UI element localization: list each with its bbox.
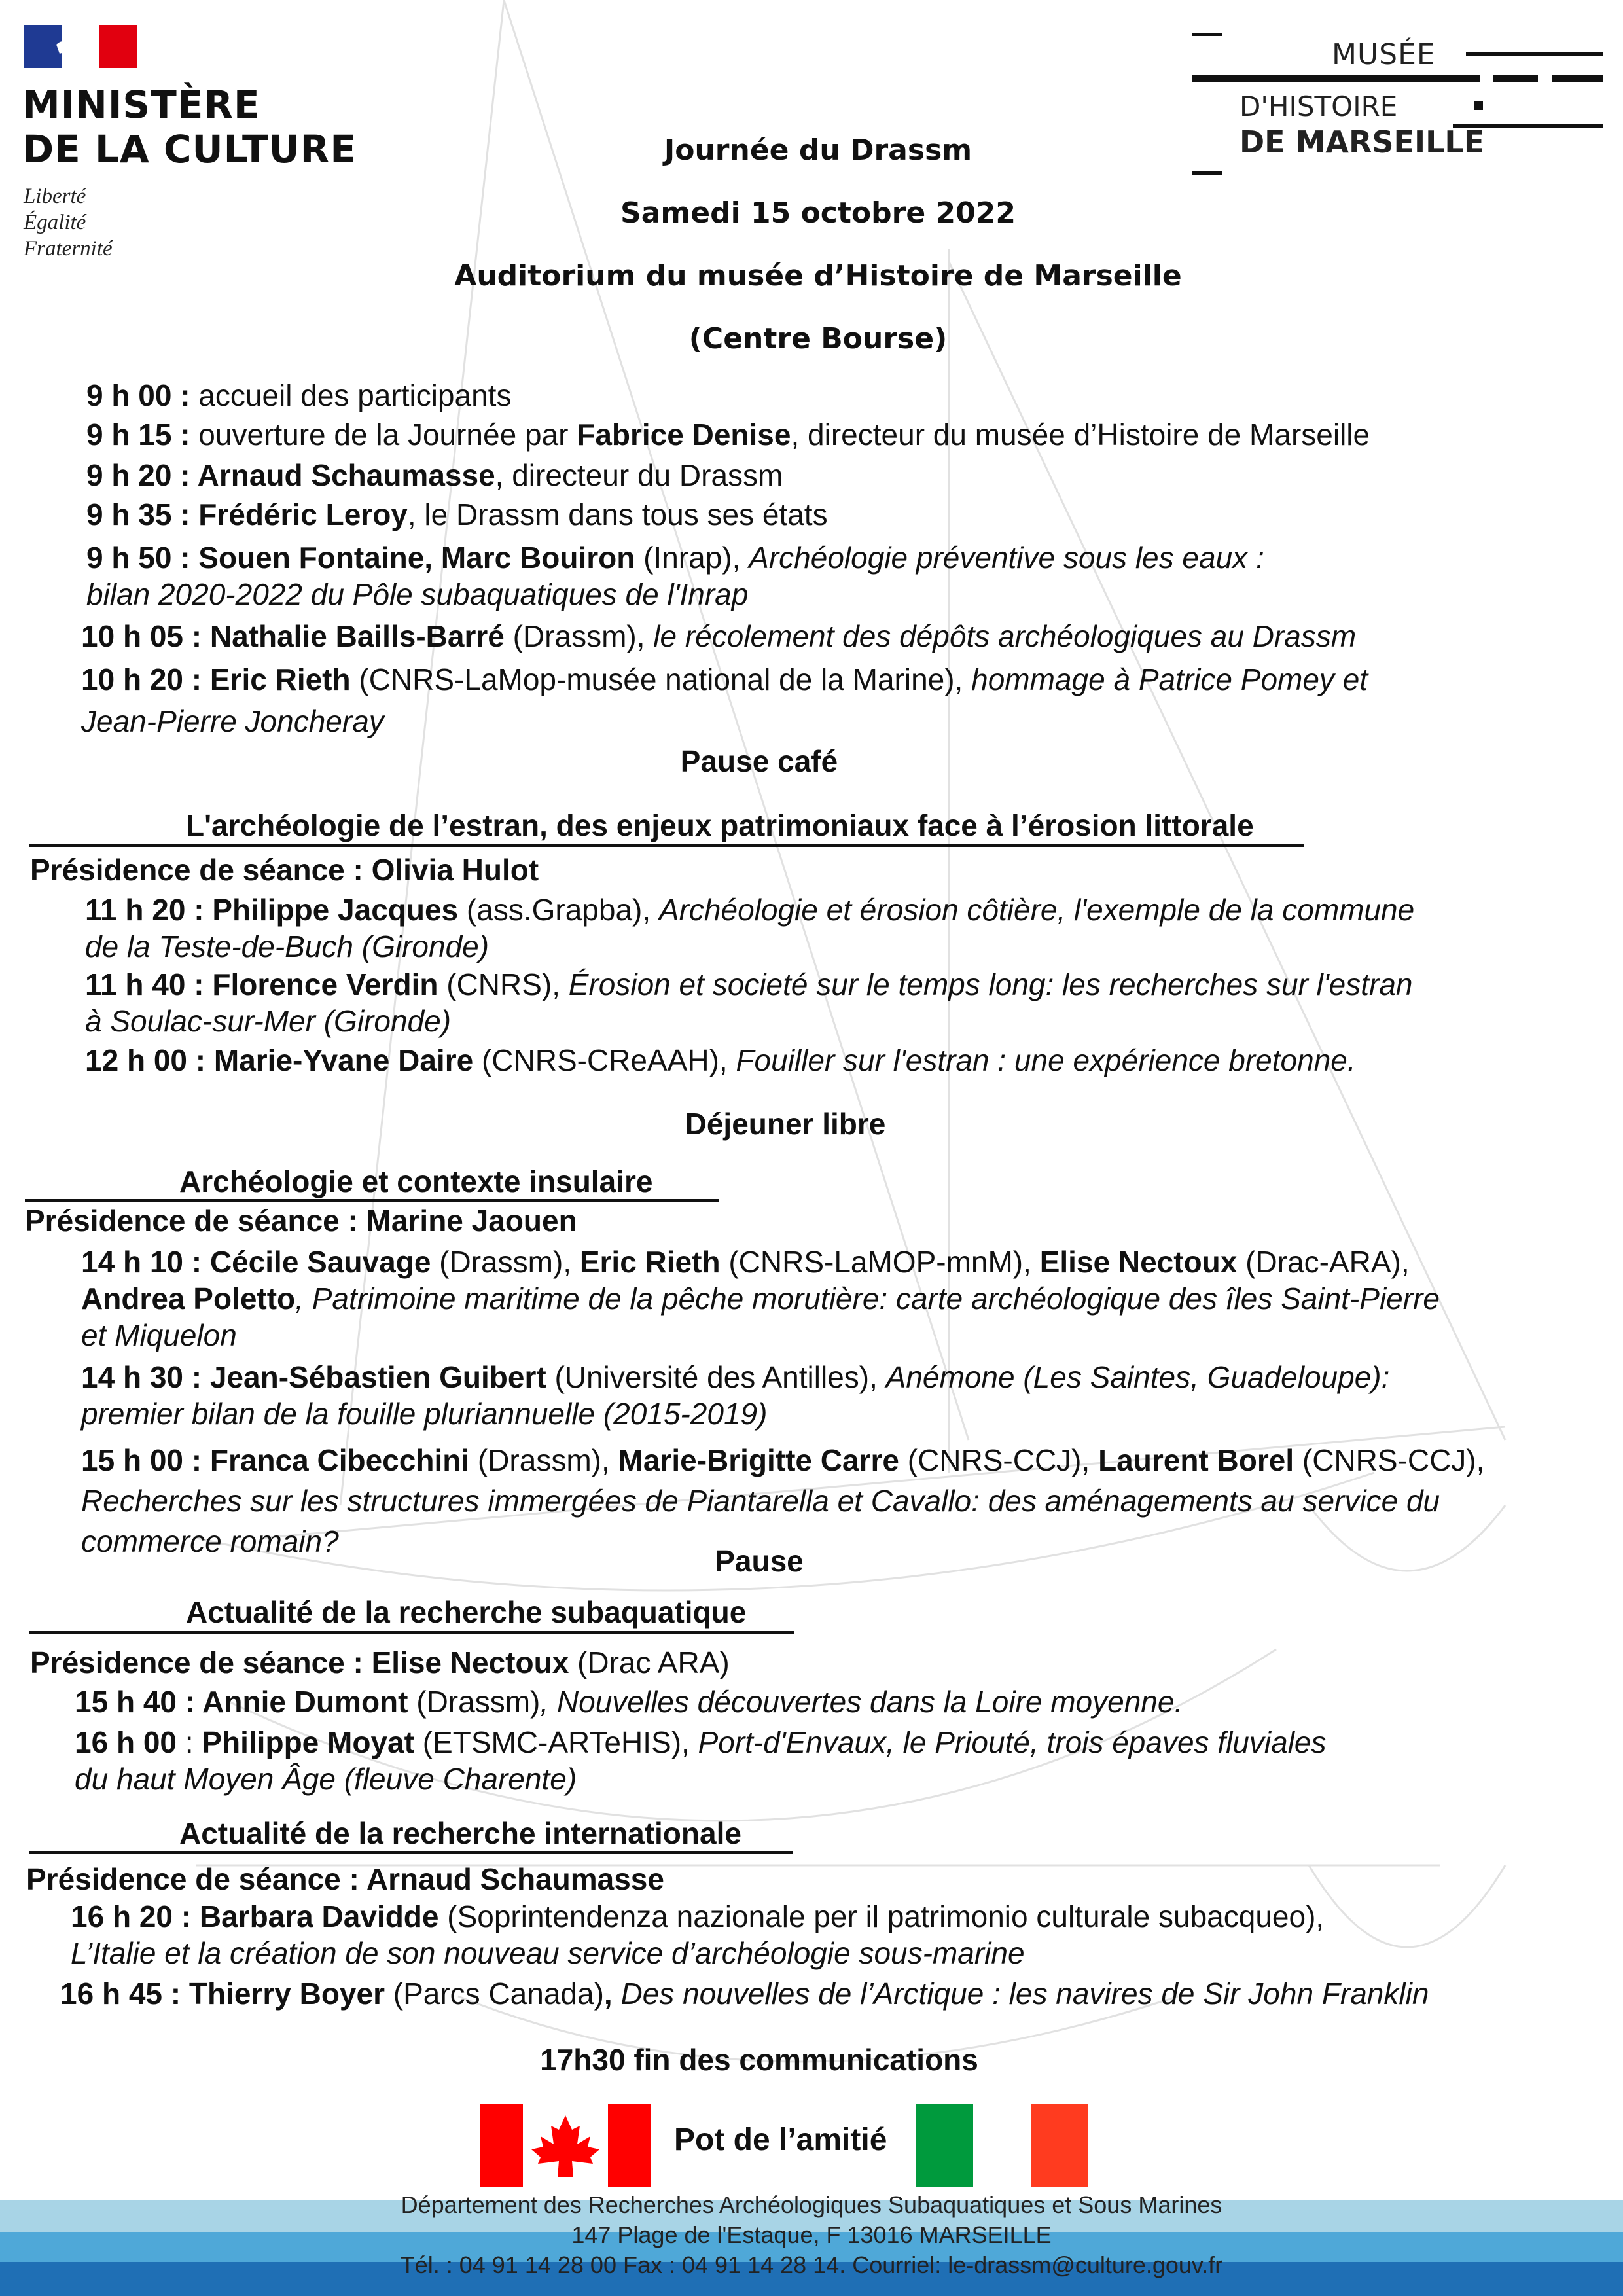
separator: , [603,1977,621,2011]
talk-title: L’Italie et la création de son nouveau service d’archéologie sous-marine [71,1936,1025,1970]
end-of-communications: 17h30 fin des communications [540,2043,978,2077]
speaker: Frédéric Leroy [198,497,408,531]
affiliation: (CNRS), [438,967,569,1001]
speaker: Fabrice Denise [577,418,791,452]
talk-title: Port-d'Envaux, le Priouté, trois épaves fluviales [698,1725,1327,1759]
program-item-0950 [86,539,1264,613]
ministry-line-2: DE LA CULTURE [22,127,357,171]
description: accueil des participants [198,378,512,412]
speaker: Arnaud Schaumasse [197,458,495,492]
talk-title-cont: bilan 2020-2022 du Pôle subaquatiques de l'Inrap [86,577,749,611]
talk-title: Anémone (Les Saintes, Guadeloupe): [885,1360,1390,1394]
time: 14 h 30 : [81,1360,210,1394]
program-item-1645 [60,1975,1429,2012]
talk-title: hommage à Patrice Pomey et [971,662,1368,696]
section-divider [29,1631,794,1634]
talk-title: Archéologie et érosion côtière, l'exemple de la commune [658,893,1415,927]
time: 10 h 05 : [81,619,210,653]
affiliation: (CNRS-CCJ), [1294,1443,1485,1477]
speaker: Jean-Sébastien Guibert [209,1360,546,1394]
section-estran-title: L'archéologie de l’estran, des enjeux patrimoniaux face à l’érosion littorale [186,808,1254,842]
event-title: Journée du Drassm [664,134,972,167]
program-item-0915 [86,416,1370,453]
time: 16 h 20 : [71,1899,200,1933]
canada-flag-icon [480,2104,651,2187]
pot-amitie: Pot de l’amitié [674,2123,887,2157]
marianne-flag-icon [24,25,137,68]
affiliation: (CNRS-CReAAH), [473,1043,736,1077]
program-item-0920 [86,457,783,493]
affiliation: (Soprintendenza nazionale per il patrimonio culturale subacqueo), [438,1899,1325,1933]
time: 9 h 15 : [86,418,199,452]
time: 10 h 20 : [81,662,210,696]
separator: : [177,1725,202,1759]
section-divider [29,1851,793,1854]
speaker: Souen Fontaine, Marc Bouiron [198,541,635,575]
program-item-1140 [85,966,1413,1039]
talk-title-cont: à Soulac-sur-Mer (Gironde) [85,1004,452,1038]
affiliation: (Drac-ARA), [1237,1245,1410,1279]
affiliation: (Drassm) [408,1685,541,1719]
pause-cafe: Pause café [680,744,838,778]
affiliation: (CNRS-LaMOP-mnM), [720,1245,1040,1279]
affiliation: (Drassm), [431,1245,580,1279]
affiliation: (Université des Antilles), [546,1360,886,1394]
speaker: Barbara Davidde [199,1899,439,1933]
speaker: Franca Cibecchini [209,1443,470,1477]
museum-logo-musee: MUSÉE [1332,38,1436,71]
affiliation: (CNRS-CCJ), [899,1443,1099,1477]
time: 9 h 20 : [86,458,198,492]
time: 16 h 00 [75,1725,177,1759]
section-internationale-chair: Présidence de séance : Arnaud Schaumasse [26,1862,664,1896]
time: 11 h 20 : [85,893,213,927]
section-estran-chair: Présidence de séance : Olivia Hulot [30,853,539,887]
time: 15 h 40 : [75,1685,203,1719]
talk-title-cont: premier bilan de la fouille pluriannuelle (2015-2019) [81,1397,768,1431]
affiliation: , directeur du musée d’Histoire de Marseille [791,418,1370,452]
dejeuner-libre: Déjeuner libre [685,1107,886,1141]
section-subaquatique-chair [30,1644,730,1681]
program-item-1540 [75,1683,1183,1720]
footer-contact: Tél. : 04 91 14 28 00 Fax : 04 91 14 28 14. Courriel: le-drassm@culture.gouv.fr [400,2251,1223,2278]
museum-logo-de-marseille: DE MARSEILLE [1240,124,1485,160]
program-item-0935 [86,496,828,533]
program-item-1430 [81,1359,1389,1432]
talk-title: , le Drassm dans tous ses états [407,497,828,531]
description: ouverture de la Journée par [198,418,577,452]
section-divider [29,844,1304,847]
program-item-0900 [86,377,511,414]
section-subaquatique-title: Actualité de la recherche subaquatique [186,1595,747,1629]
program-item-1200 [85,1042,1356,1079]
speaker: Eric Rieth [209,662,351,696]
program-item-1020 [81,658,1368,742]
program-item-1120 [85,891,1414,965]
time: 9 h 50 : [86,541,199,575]
speaker: Marie-Brigitte Carre [618,1443,899,1477]
speaker: Andrea Poletto [81,1282,296,1316]
speaker: Florence Verdin [212,967,438,1001]
speaker: Philippe Jacques [212,893,459,927]
speaker: Cécile Sauvage [209,1245,431,1279]
speaker: Marie-Yvane Daire [213,1043,474,1077]
talk-title: Fouiller sur l'estran : une expérience bretonne. [736,1043,1356,1077]
talk-title-cont: commerce romain? [81,1524,339,1558]
program-item-1410 [81,1244,1440,1354]
affiliation: (ass.Grapba), [458,893,659,927]
speaker: Annie Dumont [202,1685,408,1719]
section-internationale-title: Actualité de la recherche internationale [179,1816,741,1850]
event-venue: Auditorium du musée d’Histoire de Marseille [454,259,1182,293]
talk-title: Érosion et societé sur le temps long: les recherches sur l'estran [568,967,1413,1001]
pause: Pause [715,1544,804,1578]
talk-title-cont: du haut Moyen Âge (fleuve Charente) [75,1762,577,1796]
motto-egalite: Égalité [24,211,86,234]
time: 16 h 45 : [60,1977,189,2011]
program-item-1005 [81,618,1356,655]
section-insulaire-chair: Présidence de séance : Marine Jaouen [25,1204,577,1238]
talk-title: , Patrimoine maritime de la pêche morutière: carte archéologique des îles Saint-Pierre [295,1282,1440,1316]
talk-title: Archéologie préventive sous les eaux : [749,541,1264,575]
speaker: Laurent Borel [1098,1443,1294,1477]
time: 11 h 40 : [85,967,213,1001]
affiliation: (CNRS-LaMop-musée national de la Marine), [350,662,972,696]
event-date: Samedi 15 octobre 2022 [620,196,1016,230]
chair-name: Présidence de séance : Elise Nectoux [30,1645,569,1679]
motto-fraternite: Fraternité [24,237,113,260]
speaker: Eric Rieth [579,1245,721,1279]
section-insulaire-title: Archéologie et contexte insulaire [179,1164,653,1198]
speaker: Nathalie Baills-Barré [209,619,505,653]
event-venue-sub: (Centre Bourse) [688,322,948,355]
affiliation: (Parcs Canada) [385,1977,604,2011]
speaker: Elise Nectoux [1039,1245,1238,1279]
talk-title-cont: et Miquelon [81,1318,237,1352]
talk-title-cont: de la Teste-de-Buch (Gironde) [85,929,490,963]
program-item-1600 [75,1724,1327,1797]
time: 9 h 00 : [86,378,199,412]
affiliation: (ETSMC-ARTeHIS), [414,1725,698,1759]
talk-title: Recherches sur les structures immergées de Piantarella et Cavallo: des aménagements au service du [81,1484,1440,1518]
museum-logo-dhistoire: D'HISTOIRE [1240,90,1398,122]
section-divider [25,1199,719,1202]
speaker: Thierry Boyer [188,1977,385,2011]
affiliation: , directeur du Drassm [495,458,783,492]
affiliation: (Drassm), [469,1443,618,1477]
footer-department: Département des Recherches Archéologiques Subaquatiques et Sous Marines [401,2191,1222,2218]
affiliation: (Inrap), [635,541,749,575]
affiliation: (Drassm), [504,619,654,653]
italy-flag-icon [916,2104,1088,2187]
footer-address: 147 Plage de l'Estaque, F 13016 MARSEILLE [571,2221,1052,2248]
time: 9 h 35 : [86,497,199,531]
ministry-line-1: MINISTÈRE [22,82,260,127]
time: 12 h 00 : [85,1043,214,1077]
speaker: Philippe Moyat [202,1725,414,1759]
chair-affiliation: (Drac ARA) [569,1645,730,1679]
talk-title-cont: Jean-Pierre Joncheray [81,704,384,738]
program-item-1620 [71,1898,1324,1971]
time: 14 h 10 : [81,1245,210,1279]
talk-title: , Nouvelles découvertes dans la Loire moyenne. [540,1685,1183,1719]
time: 15 h 00 : [81,1443,210,1477]
talk-title: le récolement des dépôts archéologiques au Drassm [653,619,1357,653]
motto-liberte: Liberté [24,185,86,208]
talk-title: Des nouvelles de l’Arctique : les navires de Sir John Franklin [620,1977,1429,2011]
